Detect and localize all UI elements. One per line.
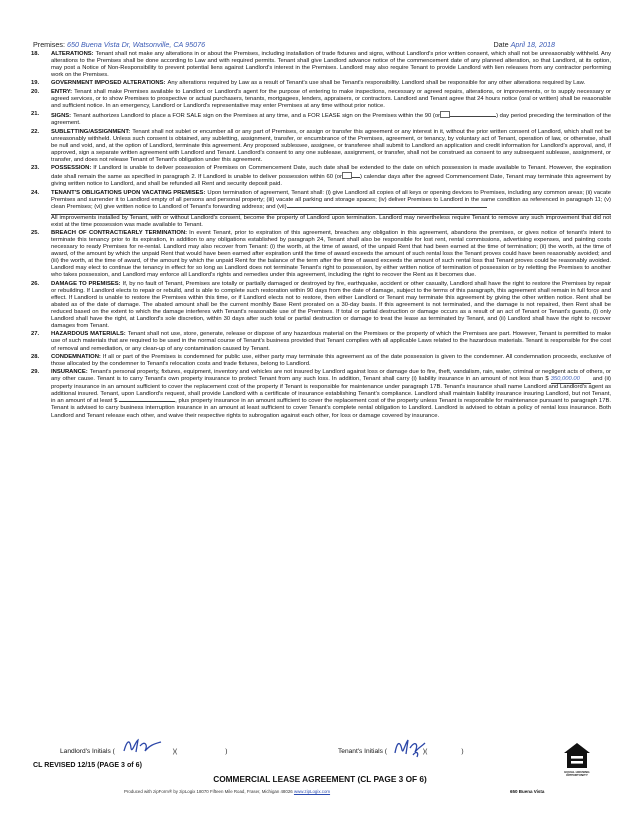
section-24-vacating bbox=[31, 190, 611, 211]
section-27-hazardous bbox=[31, 331, 611, 352]
section-29-insurance bbox=[31, 369, 611, 419]
section-heading: SIGNS: bbox=[51, 113, 72, 120]
section-number: 22. bbox=[31, 128, 40, 135]
signature-scribble-icon bbox=[393, 736, 427, 758]
section-heading: CONDEMNATION: bbox=[51, 353, 101, 360]
section-18-alterations bbox=[31, 51, 611, 79]
section-25-breach bbox=[31, 230, 611, 279]
landlord-initials bbox=[60, 744, 227, 756]
section-number: 25. bbox=[31, 230, 40, 237]
section-heading: TENANT'S OBLIGATIONS UPON VACATING PREMISES: bbox=[51, 189, 206, 196]
section-text: Tenant shall not sublet or encumber all or any part of Premises, or assign or transfer this agreement or any interest in it, without the prior written consent of Landlord, which shall not be unreasonably withheld. Unless such consent is obtained, any subletting, assignment, transfer, or encumbrance of the Premises, agreement, or tenancy, by voluntary act of Tenant, operation of law, or otherwise, shall be null and void, and, at the option of Landlord, terminate this agreement. Any proposed sublessee, assignee, or transferee shall submit to Landlord an application and credit information for Landlord's approval, and, if approved, sign a separate written agreement with Landlord and Tenant. Landlord's consent to any one sublease, assignment, or transfer, shall not be construed as consent to any subsequent sublease, assignment, or transfer, and does not release Tenant of Tenant's obligation under this agreement. bbox=[51, 128, 611, 163]
date-field bbox=[493, 40, 555, 49]
section-number: 23. bbox=[31, 165, 40, 172]
section-number: 18. bbox=[31, 51, 40, 57]
revision-label: CL REVISED 12/15 (PAGE 3 of 6) bbox=[33, 761, 142, 769]
section-23-possession bbox=[31, 165, 611, 188]
section-20-entry bbox=[31, 89, 611, 110]
section-heading: SUBLETTING/ASSIGNMENT: bbox=[51, 128, 131, 135]
section-21-signs bbox=[31, 111, 611, 127]
produced-with bbox=[124, 789, 330, 794]
sign-days-checkbox[interactable] bbox=[440, 111, 450, 118]
lease-body bbox=[31, 51, 611, 421]
date-label: Date bbox=[493, 40, 509, 49]
section-22-subletting bbox=[31, 129, 611, 164]
premises-label: Premises: bbox=[33, 40, 65, 49]
ziplogix-link[interactable]: www.zipLogix.com bbox=[293, 789, 331, 794]
footer-address: 650 Buena Vista bbox=[510, 789, 545, 794]
landlord-initials-signature[interactable] bbox=[115, 744, 173, 756]
landlord-liability-amount-field[interactable] bbox=[119, 401, 175, 402]
initials-close: ) bbox=[225, 748, 228, 755]
section-number: 19. bbox=[31, 80, 40, 87]
sign-days-field[interactable] bbox=[450, 116, 496, 117]
section-text: If Landlord is unable to deliver possession of Premises on Commencement Date, such date shall be extended to the date on which possession is made available to Tenant. However, the expiration date shall remain the same as specified in paragraph 2. If Landlord is unable to deliver possession within 60 (or bbox=[51, 165, 611, 181]
equal-housing-icon bbox=[562, 741, 592, 771]
section-text: In event Tenant, prior to expiration of this agreement, breaches any obligation in this agreement, abandons the premises, or gives notice of tenant's intent to terminate this tenancy prior to its expiration, in addition to any obligations established by paragraph 24, Tenant shall also be responsible for lost rent, rental commissions, advertising expenses, and painting costs necessary to ready Premises for re-rental. Landlord may also recover from Tenant: (i) the worth, at the time of award, of the unpaid Rent that had been earned at the time of termination; (ii) the worth, at the time of award, of the amount by which the unpaid Rent that would have been earned after expiration until the time of award exceeds the amount of such rental loss the Tenant proves could have been reasonably avoided; and (iii) the worth, at the time of award, of the amount by which the unpaid Rent for the balance of the term after the time of award exceeds the amount of such rental loss that Tenant proves could be reasonably avoided. Landlord may elect to continue the tenancy in effect for so long as Landlord does not terminate Tenant's right to possession, by either written notice of termination of possession or by reletting the Premises to another who takes possession, and Landlord may enforce all Landlord's rights and remedies under this agreement, including the right to recover the Rent as it becomes due. bbox=[51, 230, 611, 279]
tenant-initials-label: Tenant's Initials ( bbox=[338, 748, 387, 755]
section-text: Tenant's personal property, fixtures, equipment, inventory and vehicles are not insured by Landlord against loss or damage due to fire, theft, vandalism, rain, water, criminal or negligent acts of others, or any other cause. Tenant is to carry Tenant's own property insurance to protect Tenant from any such loss. In addition, Tenant shall carry (i) liability insurance in an amount of not less than $ bbox=[51, 369, 611, 383]
tenant-initials-signature[interactable] bbox=[387, 744, 423, 756]
section-number: 28. bbox=[31, 353, 40, 360]
section-heading: ALTERATIONS: bbox=[51, 51, 94, 57]
section-19-government-alterations bbox=[31, 80, 611, 87]
signature-scribble-icon bbox=[121, 736, 167, 756]
section-number: 27. bbox=[31, 331, 40, 338]
section-text-end: , plus property insurance in an amount sufficient to cover the replacement cost of the property unless Tenant is responsible for maintenance pursuant to paragraph 17B. Tenant is advised to carry business interruption insurance in an amount at least sufficient to cover Tenant's complete rental obligation to Landlord. Landlord is advised to obtain a policy of rental loss insurance. Both Landlord and Tenant release each other, and waive their respective rights to subrogation against each other, for loss or damage covered by insurance. bbox=[51, 398, 612, 419]
section-heading: INSURANCE: bbox=[51, 369, 88, 376]
initials-mid: )( bbox=[172, 748, 178, 755]
landlord-initials-second[interactable] bbox=[177, 744, 228, 756]
section-heading: GOVERNMENT IMPOSED ALTERATIONS: bbox=[51, 80, 166, 87]
premises-value: 650 Buena Vista Dr, Watsonville, CA 95076 bbox=[66, 40, 206, 49]
possession-days-checkbox[interactable] bbox=[342, 172, 352, 179]
section-text: Tenant shall not make any alterations in or about the Premises, including installation of trade fixtures and signs, without Landlord's prior written consent, which shall not be unreasonably withheld. Any alterations to the Premises shall be done according to Law and with required permits. Tenant shall give Landlord advance notice of the commencement date of any planned alteration, so that Landlord, at its option, may post a Notice of Non-Responsibility to prevent potential liens against Landlord's interest in the Premises. Landlord may also require Tenant to provide Landlord with lien releases from any contractor performing work on the Premises. bbox=[51, 51, 611, 79]
equal-housing-label: EQUAL HOUSING OPPORTUNITY bbox=[564, 770, 590, 778]
section-text-cont: and (ii) property insurance in an amount sufficient to cover the replacement cost of the property if Tenant is responsible for maintenance under paragraph 17B. Tenant's insurance shall name Landlord and Landlord's agent as additional insured. Tenant, upon Landlord's request, shall provide Landlord with a certificate of insurance establishing Tenant's compliance. Landlord shall maintain liability insurance insuring Landlord, but not Tenant, in an amount of at least $ bbox=[51, 376, 611, 405]
section-heading: POSSESSION: bbox=[51, 165, 92, 172]
section-28-condemnation bbox=[31, 354, 611, 368]
initials-mid: )( bbox=[422, 748, 428, 755]
section-text: Tenant authorizes Landlord to place a FOR SALE sign on the Premises at any time, and a FOR LEASE sign on the Premises within the 90 (or bbox=[73, 113, 441, 120]
section-text: Upon termination of agreement, Tenant shall: (i) give Landlord all copies of all keys or opening devices to Premises, including any common areas; (ii) vacate Premises and surrender it to Landlord empty of all persons and personal property; (iii) vacate all parking and storage spaces; (iv) deliver Premises to Landlord in the same condition as referenced in paragraph 11; (v) clean Premises; (vi) give written notice to Landlord of Tenant's forwarding address; and (vii) bbox=[51, 189, 611, 210]
vacating-other-field[interactable] bbox=[287, 207, 487, 208]
date-value: April 18, 2018 bbox=[510, 40, 555, 49]
section-number: 26. bbox=[31, 280, 40, 287]
section-text: Tenant shall not use, store, generate, release or dispose of any hazardous material on the Premises or the property of which the Premises are part. However, Tenant is permitted to make use of such materials that are required to be used in the normal course of Tenant's business provided that Tenant complies with all applicable Laws related to the hazardous materials. Tenant is responsible for the cost of removal and remediation, or any clean-up of any contamination caused by Tenant. bbox=[51, 331, 611, 352]
section-text-cont: ) day period preceding the termination of the agreement. bbox=[51, 113, 611, 127]
section-26-damage bbox=[31, 281, 611, 330]
section-text: If, by no fault of Tenant, Premises are totally or partially damaged or destroyed by fire, earthquake, accident or other casualty, Landlord shall have the right to restore the Premises by repair or rebuilding. If Landlord elects to repair or rebuild, and is able to complete such restoration within 90 days from the date of damage, subject to the terms of this paragraph, this agreement shall remain in full force and effect. If Landlord is unable to restore the Premises within this time, or if Landlord elects not to restore, then either Landlord or Tenant may terminate this agreement by giving the other written notice. Rent shall be abated as of the date of damage. The abated amount shall be the current monthly Base Rent prorated on a 30-day basis. If this agreement is not terminated, and the damage is not repaired, then Rent shall be reduced based on the extent to which the damage interferes with Tenant's reasonable use of the Premises. If total or partial destruction or damage occurs as a result of an act of Tenant or Tenant's guests, (i) only Landlord shall have the right, at Landlord's sole discretion, within 30 days after such total or partial destruction or damage to treat the lease as terminated by Tenant, and (ii) Landlord shall have the right to recover damages from Tenant. bbox=[51, 280, 611, 330]
section-heading: ENTRY: bbox=[51, 88, 73, 95]
section-text: Tenant shall make Premises available to Landlord or Landlord's agent for the purpose of entering to make inspections, necessary or agreed repairs, alterations, or improvements, or to supply necessary or agreed services, or to show Premises to prospective or actual purchasers, tenants, mortgagees, lenders, appraisers, or contractors. Landlord and Tenant agree that 24 hours notice (oral or written) shall be reasonable and sufficient notice. In an emergency, Landlord or Landlord's representative may enter Premises at any time without prior notice. bbox=[51, 88, 611, 109]
section-text: Any alterations required by Law as a result of Tenant's use shall be Tenant's responsibility. Landlord shall be responsible for any other alterations required by Law. bbox=[167, 80, 586, 87]
section-text-cont: ) calendar days after the agreed Commencement Date, Tenant may terminate this agreement by giving written notice to Landlord, and shall be refunded all Rent and security deposit paid. bbox=[51, 174, 611, 188]
section-heading: HAZARDOUS MATERIALS: bbox=[51, 331, 126, 338]
header-line bbox=[33, 40, 593, 49]
section-number: 21. bbox=[31, 111, 40, 118]
section-number: 24. bbox=[31, 189, 40, 196]
tenant-initials-second[interactable] bbox=[427, 744, 464, 756]
possession-days-field[interactable] bbox=[352, 177, 360, 178]
initials-close: ) bbox=[461, 748, 464, 755]
section-number: 20. bbox=[31, 88, 40, 95]
footer-title: COMMERCIAL LEASE AGREEMENT (CL PAGE 3 OF 6) bbox=[213, 774, 427, 784]
landlord-initials-label: Landlord's Initials ( bbox=[60, 748, 115, 755]
section-24-improvements: All improvements installed by Tenant, with or without Landlord's consent, become the property of Landlord upon termination. Landlord may nevertheless require Tenant to remove any such improvement that did not exist at the time possession was made available to Tenant. bbox=[51, 214, 611, 228]
produced-text: Produced with zipForm® by zipLogix 18070 Fifteen Mile Road, Fraser, Michigan 48026 bbox=[124, 789, 293, 794]
section-number: 29. bbox=[31, 369, 40, 376]
tenant-initials bbox=[338, 744, 464, 756]
section-heading: DAMAGE TO PREMISES: bbox=[51, 280, 121, 287]
section-text: If all or part of the Premises is condemned for public use, either party may terminate this agreement as of the date possession is given to the condemner. All condemnation proceeds, exclusive of those allocated by the condemner to Tenant's relocation costs and trade fixtures, belong to Landlord. bbox=[51, 353, 611, 367]
liability-amount-field[interactable]: 350,000.00 bbox=[551, 376, 591, 384]
section-heading: BREACH OF CONTRACT/EARLY TERMINATION: bbox=[51, 230, 188, 237]
